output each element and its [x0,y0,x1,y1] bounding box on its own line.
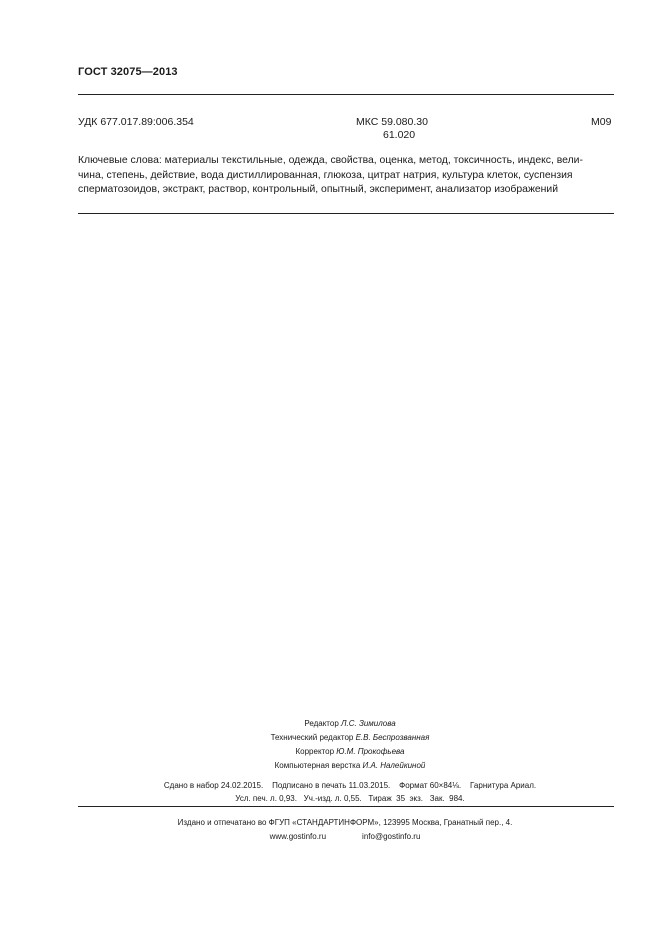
editor-row [150,717,550,731]
corrector-name: Ю.М. Прокофьева [336,747,405,756]
keywords-line: Ключевые слова: материалы текстильные, одежда, свойства, оценка, метод, токсичность, индекс, вели- [78,155,583,166]
layout-label: Компьютерная верстка [274,761,361,770]
print-info-line: Сдано в набор 24.02.2015. Подписано в печать 11.03.2015. Формат 60×84⅛. Гарнитура Ариал. [163,781,537,790]
keywords-block [78,154,614,198]
layout-name: И.А. Налейкиной [362,761,426,770]
mks-code-primary: МКС 59.080.30 [356,116,428,128]
keywords-line: чина, степень, действие, вода дистиллированная, глюкоза, цитрат натрия, культура клеток, суспензия [78,169,573,181]
keywords-divider [78,213,614,214]
corrector-label: Корректор [295,747,335,756]
document-title: ГОСТ 32075—2013 [78,66,178,78]
tech-editor-label: Технический редактор [270,733,354,742]
publisher-contacts [80,830,610,844]
layout-row [150,759,550,773]
print-info-line: Усл. печ. л. 0,93. Уч.-изд. л. 0,55. Тираж 35 экз. Зак. 984. [235,794,465,803]
publisher-address: Издано и отпечатано во ФГУП «СТАНДАРТИНФОРМ», 123995 Москва, Гранатный пер., 4. [177,818,513,827]
category-code: М09 [591,116,612,128]
mks-code-secondary: 61.020 [383,129,416,141]
editor-label: Редактор [304,719,339,728]
tech-editor-name: Е.В. Беспрозванная [355,733,430,742]
tech-editor-row [150,731,550,745]
publisher-website: www.gostinfo.ru [269,832,327,841]
publisher-divider [78,806,614,807]
corrector-row [150,745,550,759]
editor-name: Л.С. Зимилова [341,719,396,728]
publisher-email: info@gostinfo.ru [362,832,421,841]
print-info [80,779,620,805]
udk-code: УДК 677.017.89:006.354 [78,116,194,128]
top-divider [78,94,614,95]
credits-block [150,717,550,773]
keywords-line: сперматозоидов, экстракт, раствор, контрольный, опытный, эксперимент, анализатор изображений [78,184,559,195]
publisher-block [80,816,610,844]
